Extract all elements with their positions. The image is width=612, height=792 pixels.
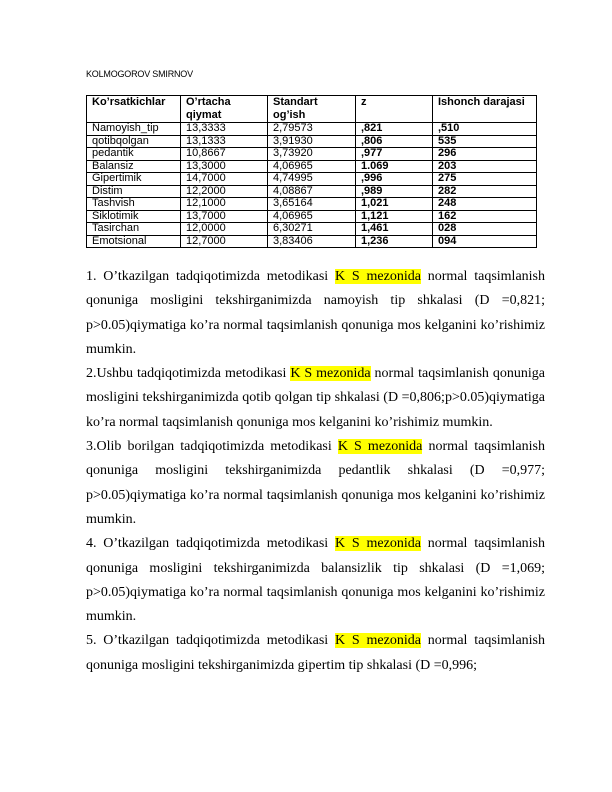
table-row <box>87 198 537 211</box>
paragraph-text: 4. O’tkazilgan tadqiqotimizda metodikasi <box>86 536 335 552</box>
table-cell: 3,83406 <box>268 235 356 248</box>
table-cell: 4,08867 <box>268 185 356 198</box>
highlighted-term: K S mezonida <box>337 439 423 455</box>
table-cell: 275 <box>433 173 537 186</box>
table-cell: ,977 <box>356 148 433 161</box>
highlighted-term: K S mezonida <box>290 366 371 382</box>
table-row <box>87 135 537 148</box>
table-row <box>87 173 537 186</box>
table-cell: 10,8667 <box>181 148 268 161</box>
table-cell: ,996 <box>356 173 433 186</box>
table-cell: pedantik <box>87 148 181 161</box>
table-row <box>87 148 537 161</box>
table-cell: 1,461 <box>356 223 433 236</box>
table-cell: Distim <box>87 185 181 198</box>
table-cell: 094 <box>433 235 537 248</box>
table-cell: 028 <box>433 223 537 236</box>
paragraph <box>86 435 545 532</box>
paragraph-text: 3.Olib borilgan tadqiqotimizda metodikasi <box>86 439 338 455</box>
table-cell: 1.069 <box>356 160 433 173</box>
table-row <box>87 160 537 173</box>
table-cell: 296 <box>433 148 537 161</box>
header-cell: z <box>356 96 433 123</box>
table-cell: 12,1000 <box>181 198 268 211</box>
table-cell: 3,91930 <box>268 135 356 148</box>
table-cell: 3,73920 <box>268 148 356 161</box>
table-cell: Siklotimik <box>87 210 181 223</box>
highlighted-term: K S mezonida <box>335 536 421 552</box>
paragraph-text: 1. O’tkazilgan tadqiqotimizda metodikasi <box>86 269 335 284</box>
paragraph <box>86 532 545 629</box>
table-row <box>87 210 537 223</box>
table-cell: 12,2000 <box>181 185 268 198</box>
table-cell: ,510 <box>433 123 537 136</box>
table-cell: Balansiz <box>87 160 181 173</box>
header-cell: Ko’rsatkichlar <box>87 96 181 123</box>
table-cell: 13,1333 <box>181 135 268 148</box>
table-caption: KOLMOGOROV SMIRNOV <box>86 69 193 79</box>
table-cell: 2,79573 <box>268 123 356 136</box>
paragraph-text: normal taqsimlanish qonuniga mosligini tekshirganimizda namoyish tip shkalasi (D =0,821; p>0.05)qiymatiga ko’ra normal taqsimlanish qonuniga mos kelganini ko’rishimiz mumkin. <box>86 269 546 357</box>
table-cell: 162 <box>433 210 537 223</box>
paragraph-text: normal taqsimlanish qonuniga mosligini tekshirganimizda balansizlik tip shkalasi (D =1,069; p>0.05)qiymatiga ko’ra normal taqsimlanish qonuniga mos kelganini ko’rishimiz mumkin. <box>86 536 546 625</box>
table-cell: 282 <box>433 185 537 198</box>
table-cell: 1,236 <box>356 235 433 248</box>
table-cell: 12,7000 <box>181 235 268 248</box>
table-cell: 13,7000 <box>181 210 268 223</box>
table-row <box>87 223 537 236</box>
table-cell: Namoyish_tip <box>87 123 181 136</box>
table-cell: ,806 <box>356 135 433 148</box>
table-cell: 4,06965 <box>268 160 356 173</box>
table-cell: 12,0000 <box>181 223 268 236</box>
table-cell: ,821 <box>356 123 433 136</box>
table-cell: 1,021 <box>356 198 433 211</box>
paragraph <box>86 265 545 362</box>
paragraph-text: 2.Ushbu tadqiqotimizda metodikasi <box>86 366 291 382</box>
header-cell: Standart og’ish <box>268 96 356 123</box>
table-row <box>87 235 537 248</box>
header-cell: O’rtacha qiymat <box>181 96 268 123</box>
table-cell: 248 <box>433 198 537 211</box>
table-cell: 13,3000 <box>181 160 268 173</box>
paragraph-text: normal taqsimlanish qonuniga mosligini tekshirganimizda qotib qolgan tip shkalasi (D =0,806;p>0.05)qiymatiga ko’ra normal taqsimlanish qonuniga mos kelganini ko’rishimiz mumkin. <box>86 366 545 430</box>
table-cell: 14,7000 <box>181 173 268 186</box>
ks-results-table <box>86 95 537 248</box>
paragraph <box>86 629 545 678</box>
table-cell: qotibqolgan <box>87 135 181 148</box>
table-row <box>87 185 537 198</box>
highlighted-term: K S mezonida <box>335 633 421 649</box>
table-cell: 1,121 <box>356 210 433 223</box>
table-cell: 6,30271 <box>268 223 356 236</box>
table-header-row <box>87 96 537 123</box>
table-row <box>87 123 537 136</box>
paragraph-text: normal taqsimlanish qonuniga mosligini tekshirganimizda gipertim tip shkalasi (D =0,996; <box>86 633 546 673</box>
table-cell: 535 <box>433 135 537 148</box>
table-cell: Tashvish <box>87 198 181 211</box>
paragraph-text: 5. O’tkazilgan tadqiqotimizda metodikasi <box>86 633 335 649</box>
table-cell: Tasirchan <box>87 223 181 236</box>
header-cell: Ishonch darajasi <box>433 96 537 123</box>
table-cell: Emotsional <box>87 235 181 248</box>
table-cell: ,989 <box>356 185 433 198</box>
body-text <box>86 265 545 678</box>
highlighted-term: K S mezonida <box>335 269 421 284</box>
table-cell: 3,65164 <box>268 198 356 211</box>
paragraph <box>86 362 545 435</box>
table-cell: 13,3333 <box>181 123 268 136</box>
paragraph-text: normal taqsimlanish qonuniga mosligini tekshirganimizda pedantlik shkalasi (D =0,977; p>0.05)qiymatiga ko’ra normal taqsimlanish qonuniga mos kelganini ko’rishimiz mumkin. <box>86 439 545 527</box>
table-cell: 203 <box>433 160 537 173</box>
table-cell: Gipertimik <box>87 173 181 186</box>
table-cell: 4,74995 <box>268 173 356 186</box>
table-cell: 4,06965 <box>268 210 356 223</box>
